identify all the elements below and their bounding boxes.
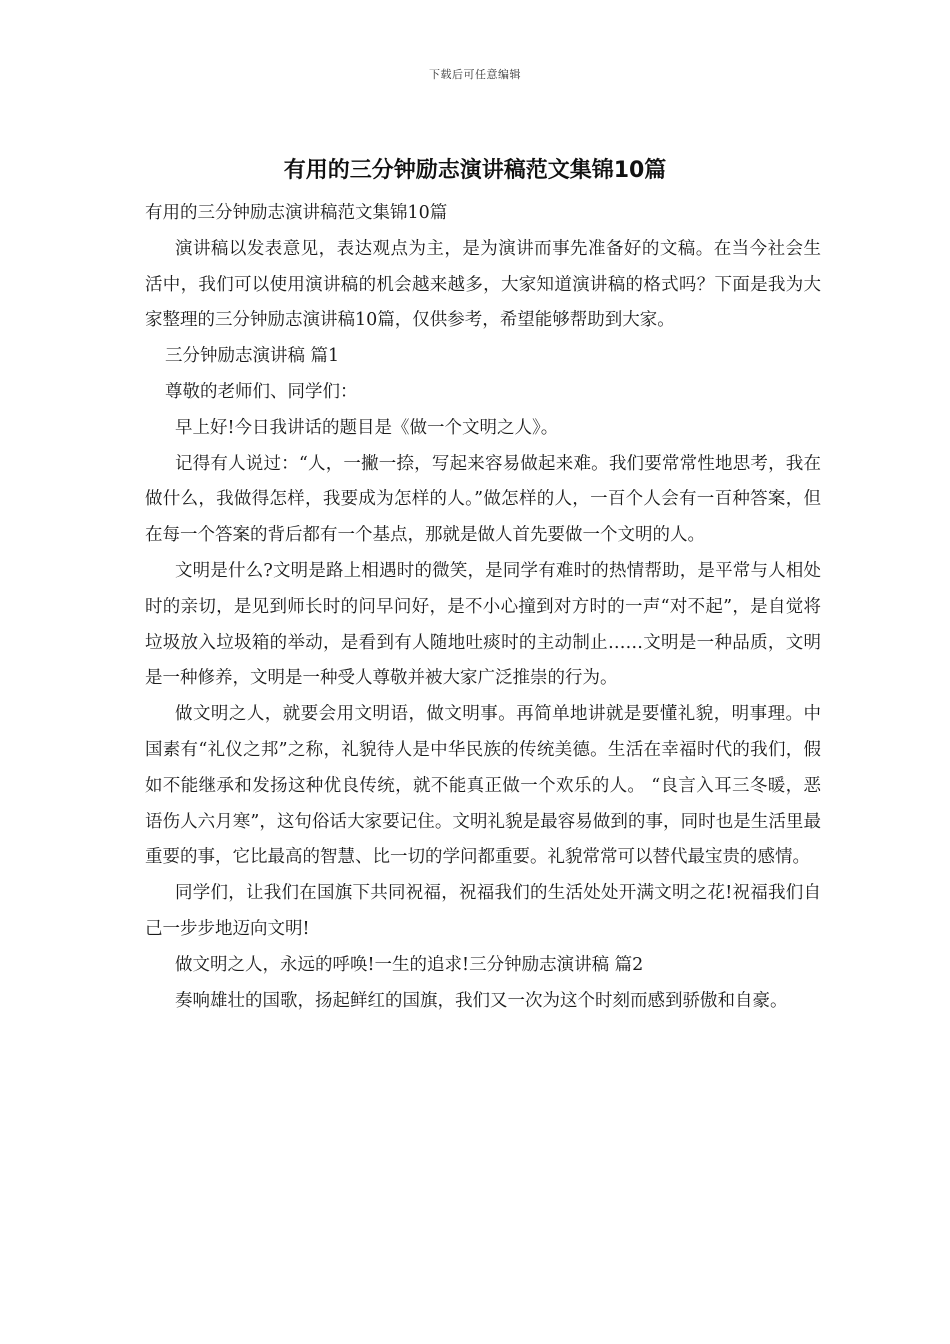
section-heading-1: 三分钟励志演讲稿 篇1: [165, 346, 340, 367]
document-title: 有用的三分钟励志演讲稿范文集锦10篇: [283, 158, 667, 183]
header-note: 下载后可任意编辑: [429, 68, 521, 81]
intro-paragraph: 演讲稿以发表意见，表达观点为主，是为演讲而事先准备好的文稿。在当今社会生活中，我们可以使用演讲稿的机会越来越多，大家知道演讲稿的格式吗？下面是我为大家整理的三分钟励志演讲稿10篇，仅供参考，希望能够帮助到大家。: [145, 238, 821, 331]
document-body: [145, 196, 821, 1019]
paragraph: 做文明之人，就要会用文明语，做文明事。再简单地讲就是要懂礼貌，明事理。中国素有“礼仪之邦”之称，礼貌待人是中华民族的传统美德。生活在幸福时代的我们，假如不能继承和发扬这种优良传统，就不能真正做一个欢乐的人。 “良言入耳三冬暖，恶语伤人六月寒”，这句俗话大家要记住。文明礼貌是最容易做到的事，同时也是生活里最重要的事，它比最高的智慧、比一切的学问都重要。礼貌常常可以替代最宝贵的感情。: [145, 704, 821, 868]
subtitle-line: 有用的三分钟励志演讲稿范文集锦10篇: [145, 203, 448, 223]
paragraph: 文明是什么?文明是路上相遇时的微笑，是同学有难时的热情帮助，是平常与人相处时的亲切，是见到师长时的问早问好，是不小心撞到对方时的一声“对不起”，是自觉将垃圾放入垃圾箱的举动，是看到有人随地吐痰时的主动制止……文明是一种品质，文明是一种修养，文明是一种受人尊敬并被大家广泛推崇的行为。: [145, 560, 821, 689]
paragraph: 奏响雄壮的国歌，扬起鲜红的国旗，我们又一次为这个时刻而感到骄傲和自豪。: [175, 990, 788, 1011]
paragraph: 记得有人说过：“人，一撇一捺，写起来容易做起来难。我们要常常性地思考，我在做什么，我做得怎样，我要成为怎样的人。”做怎样的人，一百个人会有一百种答案，但在每一个答案的背后都有一个基点，那就是做人首先要做一个文明的人。: [145, 453, 821, 546]
paragraph: 做文明之人，永远的呼唤!一生的追求!三分钟励志演讲稿 篇2: [175, 954, 644, 975]
salutation: 尊敬的老师们、同学们：: [165, 381, 358, 402]
paragraph: 早上好!今日我讲话的题目是《做一个文明之人》。: [175, 417, 559, 438]
paragraph: 同学们，让我们在国旗下共同祝福，祝福我们的生活处处开满文明之花!祝福我们自己一步步地迈向文明!: [145, 883, 821, 939]
